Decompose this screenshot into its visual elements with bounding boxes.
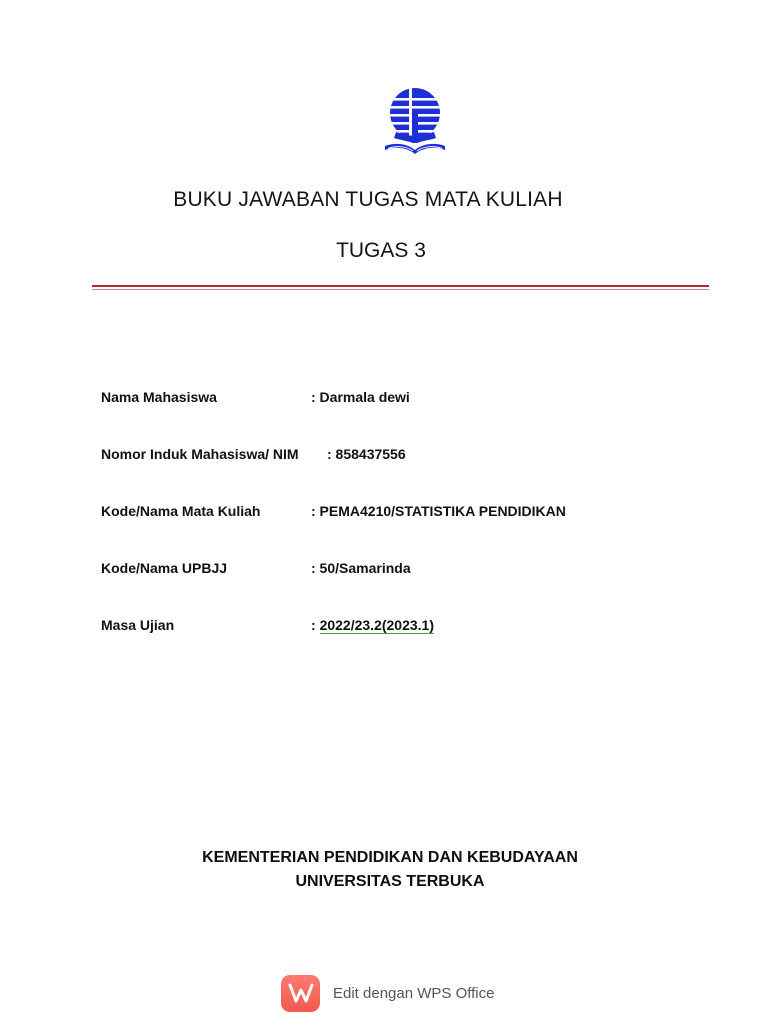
document-subtitle: TUGAS 3 xyxy=(336,239,426,262)
field-student-name xyxy=(101,389,410,405)
field-label: Kode/Nama UPBJJ xyxy=(101,560,228,576)
wps-edit-button[interactable] xyxy=(281,973,494,1013)
wps-office-icon xyxy=(281,975,320,1012)
field-exam-period xyxy=(101,617,434,633)
university-logo-icon xyxy=(382,88,448,156)
field-label: Kode/Nama Mata Kuliah xyxy=(101,503,261,519)
field-student-id xyxy=(101,446,406,462)
field-value: : 50/Samarinda xyxy=(311,560,411,576)
document-title: BUKU JAWABAN TUGAS MATA KULIAH xyxy=(173,188,563,211)
field-value: : Darmala dewi xyxy=(311,389,410,405)
field-course xyxy=(101,503,566,519)
field-value: : 858437556 xyxy=(327,446,406,462)
university-name: UNIVERSITAS TERBUKA xyxy=(295,873,485,890)
ministry-name: KEMENTERIAN PENDIDIKAN DAN KEBUDAYAAN xyxy=(202,849,578,866)
field-value: : PEMA4210/STATISTIKA PENDIDIKAN xyxy=(311,503,566,519)
field-upbjj xyxy=(101,560,411,576)
field-value-wrapper xyxy=(311,617,434,633)
field-value: 2022/23.2(2023.1) xyxy=(319,617,434,633)
divider-thick xyxy=(92,285,709,287)
field-label: Nomor Induk Mahasiswa/ NIM xyxy=(101,446,299,462)
institution-footer xyxy=(0,846,768,894)
divider-thin xyxy=(92,289,709,290)
field-label: Masa Ujian xyxy=(101,617,175,633)
field-value-prefix: : xyxy=(311,617,320,633)
wps-edit-label: Edit dengan WPS Office xyxy=(333,984,495,1002)
field-label: Nama Mahasiswa xyxy=(101,389,217,405)
